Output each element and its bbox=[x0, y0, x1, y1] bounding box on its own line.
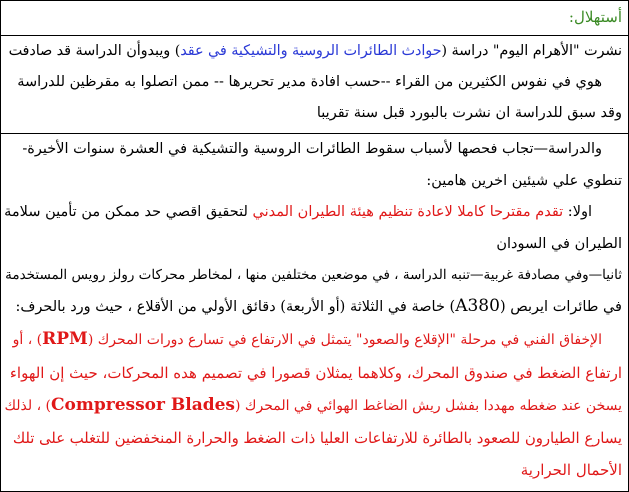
para1-line3: وقد سبق للدراسة ان نشرت بالبورد قبل سنة تقريبا bbox=[316, 105, 622, 121]
rpm-term: RPM bbox=[42, 329, 88, 349]
para2-line6-start: في طائرات ايربص ( bbox=[499, 299, 622, 315]
compressor-blades-term: Compressor Blades bbox=[51, 395, 236, 415]
heading: أستهلال: bbox=[568, 8, 622, 26]
objective-text: تقدم مقترحا كاملا لاعادة تنظيم هيئة الطيران المدني bbox=[252, 204, 564, 220]
quote-line1-start: الإخفاق الفني في مرحلة "الإقلاع والصعود" يتمثل في الارتفاع في تسارع دورات المحرك ( bbox=[87, 332, 602, 348]
point-one-rest: لتحقيق اقصي حد ممكن من تأمين سلامة bbox=[4, 204, 253, 220]
quote-line2: ارتفاع الضغط في صندوق المحرك، وكلاهما يمثلان قصورا في تصميم هده المحركات، حيث إن الهواء bbox=[9, 364, 622, 382]
para2-line6-end: ) خاصة في الثلاثة (أو الأربعة) دقائق الأولي من الأقلاع ، حيث ورد بالحرف: bbox=[15, 299, 456, 315]
para1-line1-end: ) ويبدوأن الدراسة قد صادفت bbox=[8, 43, 181, 59]
para2-line6 bbox=[5, 296, 622, 317]
para2-line2: تنطوي علي شيئين اخرين هامين: bbox=[426, 173, 622, 189]
quote-line3 bbox=[5, 395, 622, 416]
para2-line3 bbox=[5, 202, 592, 222]
para2-line1: والدراسة—تجاب فحصها لأسباب سقوط الطائرات الروسية والتشيكية في العشرة سنوات الأخيرة- bbox=[22, 141, 602, 157]
quote-line3-start: يسخن عند ضغطه مهددا بفشل ريش الضاغط الهوائي في المحرك ( bbox=[235, 398, 622, 414]
divider-top bbox=[1, 35, 628, 36]
para1-line2: هوي في نفوس الكثيرين من القراء --حسب افادة مدير تحريرها -- ممن اتصلوا به مقرظين للدراسة bbox=[17, 74, 602, 90]
source-study-title: حوادث الطائرات الروسية والتشيكية في عقد bbox=[180, 43, 442, 59]
quote-line3-end: ) ، لذلك bbox=[4, 398, 52, 414]
quote-line1-end: ) ، أو bbox=[12, 332, 43, 348]
quote-line1 bbox=[5, 329, 602, 350]
aircraft-model: A380 bbox=[455, 296, 500, 316]
point-one-label: اولا: bbox=[563, 204, 592, 220]
quote-line4: يسارع الطيارون للصعود بالطائرة للارتفاعات العليا ذات الضغط والحرارة المنخفضين للتغلب على تلك bbox=[12, 430, 622, 447]
para1-line1-start: نشرت "الأهرام اليوم" دراسة ( bbox=[441, 43, 622, 59]
para2-line4: الطيران في السودان bbox=[496, 236, 622, 252]
divider-middle bbox=[1, 133, 628, 134]
para1-line1 bbox=[5, 41, 622, 61]
para2-line5: ثانيا—وفي مصادفة غربية—تنبه الدراسة ، في موضعين مختلفين منها ، لمخاطر محركات رولز رويس المستخدمة bbox=[5, 267, 622, 283]
quote-line5: الأحمال الحرارية bbox=[520, 461, 622, 479]
